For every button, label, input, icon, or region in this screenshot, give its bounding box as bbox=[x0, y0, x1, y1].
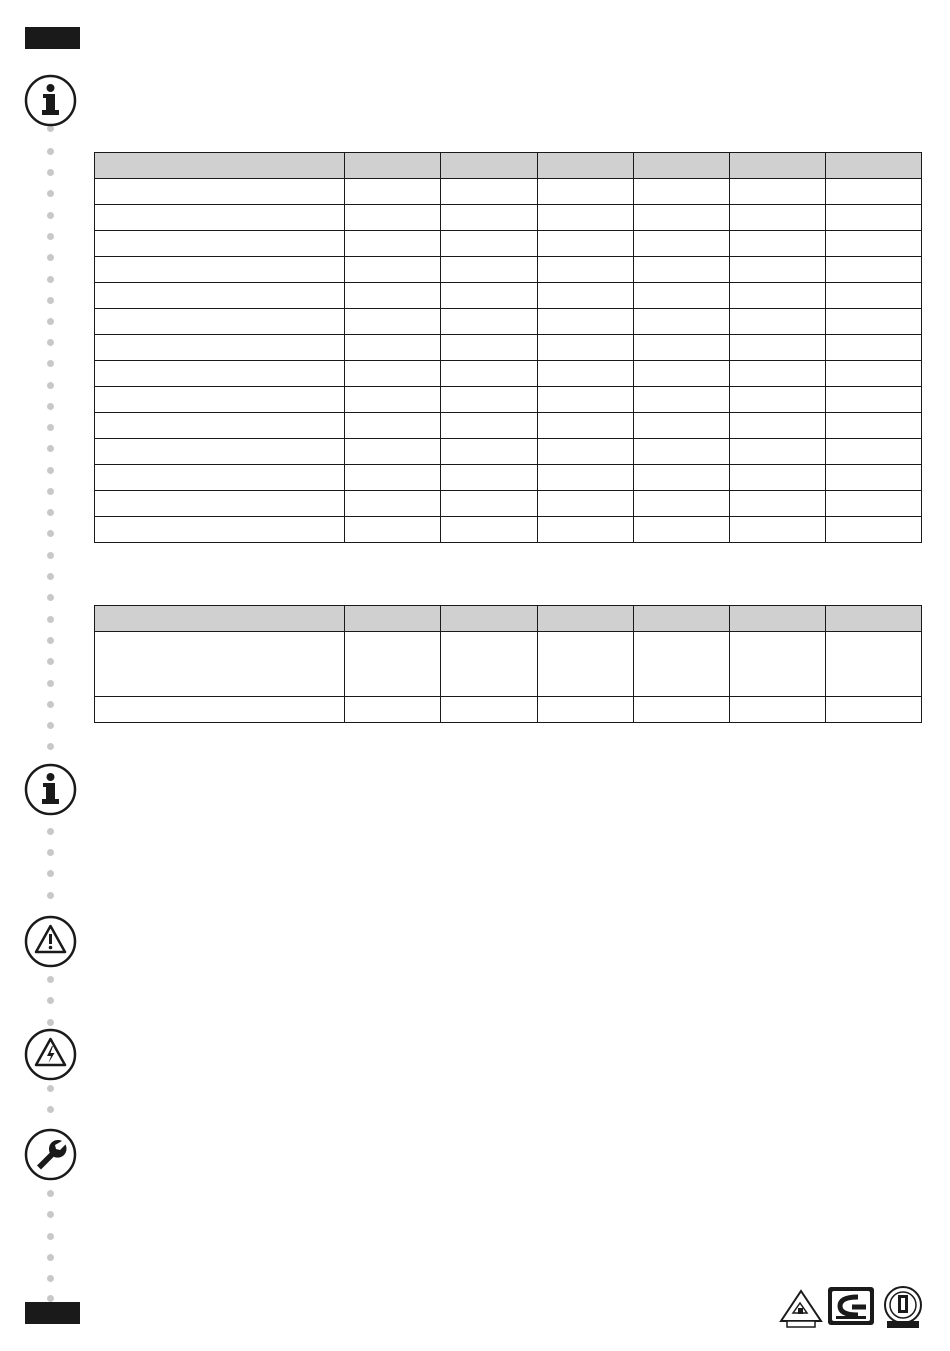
table-cell bbox=[441, 205, 537, 231]
header-cell bbox=[825, 153, 921, 179]
table-cell bbox=[441, 283, 537, 309]
table-cell bbox=[95, 205, 345, 231]
margin-dot bbox=[47, 594, 54, 601]
margin-dot bbox=[47, 658, 54, 665]
table-cell bbox=[345, 205, 441, 231]
margin-dot bbox=[47, 1275, 54, 1282]
margin-dot bbox=[47, 382, 54, 389]
table-cell bbox=[633, 257, 729, 283]
margin-dot bbox=[47, 680, 54, 687]
margin-dot bbox=[47, 424, 54, 431]
header-cell bbox=[729, 153, 825, 179]
table-cell bbox=[95, 491, 345, 517]
table-cell bbox=[441, 491, 537, 517]
margin-dot bbox=[47, 297, 54, 304]
table-cell bbox=[441, 697, 537, 723]
table-cell bbox=[825, 517, 921, 543]
table-cell bbox=[825, 632, 921, 697]
table-cell bbox=[825, 283, 921, 309]
margin-dot bbox=[47, 1190, 54, 1197]
table-row bbox=[95, 283, 922, 309]
table-cell bbox=[633, 413, 729, 439]
table-cell bbox=[825, 491, 921, 517]
header-cell bbox=[633, 153, 729, 179]
header-cell bbox=[537, 606, 633, 632]
table-cell bbox=[345, 632, 441, 697]
table-cell bbox=[633, 179, 729, 205]
table-cell bbox=[345, 413, 441, 439]
table-cell bbox=[825, 413, 921, 439]
table-row bbox=[95, 179, 922, 205]
table-cell bbox=[95, 309, 345, 335]
wrench-icon bbox=[24, 1128, 77, 1181]
table-row bbox=[95, 309, 922, 335]
table-cell bbox=[345, 257, 441, 283]
margin-dot bbox=[47, 190, 54, 197]
table-cell bbox=[633, 517, 729, 543]
table-cell bbox=[633, 632, 729, 697]
table-cell bbox=[537, 491, 633, 517]
table-cell bbox=[537, 205, 633, 231]
table-cell bbox=[633, 387, 729, 413]
table-cell bbox=[537, 361, 633, 387]
margin-dot bbox=[47, 212, 54, 219]
info-icon bbox=[24, 763, 77, 816]
margin-dot bbox=[47, 467, 54, 474]
table-cell bbox=[729, 257, 825, 283]
margin-dot bbox=[47, 1106, 54, 1113]
table-cell bbox=[729, 179, 825, 205]
table-cell bbox=[345, 465, 441, 491]
table-cell bbox=[441, 335, 537, 361]
table-row bbox=[95, 335, 922, 361]
warning-icon bbox=[24, 915, 77, 968]
table-cell bbox=[825, 257, 921, 283]
table-cell bbox=[633, 283, 729, 309]
margin-dot bbox=[47, 1295, 54, 1302]
table-cell bbox=[95, 413, 345, 439]
table-cell bbox=[633, 205, 729, 231]
table-header-row bbox=[95, 153, 922, 179]
table-row bbox=[95, 205, 922, 231]
margin-dot bbox=[47, 318, 54, 325]
table-cell bbox=[441, 309, 537, 335]
table-cell bbox=[345, 517, 441, 543]
header-cell bbox=[441, 606, 537, 632]
table-cell bbox=[633, 491, 729, 517]
table-row bbox=[95, 413, 922, 439]
table-row bbox=[95, 387, 922, 413]
table-cell bbox=[537, 632, 633, 697]
margin-dot bbox=[47, 849, 54, 856]
table-cell bbox=[95, 361, 345, 387]
margin-dot bbox=[47, 1211, 54, 1218]
margin-dot bbox=[47, 1233, 54, 1240]
header-cell bbox=[537, 153, 633, 179]
table-cell bbox=[95, 465, 345, 491]
table-cell bbox=[729, 632, 825, 697]
margin-dot bbox=[47, 233, 54, 240]
table-cell bbox=[729, 517, 825, 543]
table-cell bbox=[345, 335, 441, 361]
triangle-certification-icon bbox=[781, 1291, 821, 1327]
table-cell bbox=[95, 283, 345, 309]
table-cell bbox=[345, 491, 441, 517]
table-cell bbox=[537, 179, 633, 205]
electric-hazard-icon bbox=[24, 1028, 77, 1081]
table-row bbox=[95, 697, 922, 723]
table-cell bbox=[441, 387, 537, 413]
table-row bbox=[95, 465, 922, 491]
table-cell bbox=[345, 361, 441, 387]
table-cell bbox=[537, 413, 633, 439]
table-cell bbox=[825, 205, 921, 231]
approval-seal-icon bbox=[885, 1287, 921, 1328]
table-cell bbox=[825, 387, 921, 413]
table-cell bbox=[95, 231, 345, 257]
table-cell bbox=[729, 283, 825, 309]
table-cell bbox=[537, 335, 633, 361]
table-cell bbox=[441, 517, 537, 543]
table-cell bbox=[441, 632, 537, 697]
table-cell bbox=[825, 179, 921, 205]
table-cell bbox=[441, 179, 537, 205]
header-cell bbox=[825, 606, 921, 632]
margin-dot bbox=[47, 1254, 54, 1261]
margin-dot bbox=[47, 403, 54, 410]
table-cell bbox=[345, 283, 441, 309]
margin-dot bbox=[47, 976, 54, 983]
table-cell bbox=[441, 361, 537, 387]
table-cell bbox=[729, 335, 825, 361]
table-cell bbox=[729, 439, 825, 465]
info-icon bbox=[24, 74, 77, 127]
table-cell bbox=[95, 632, 345, 697]
table-row bbox=[95, 517, 922, 543]
table-row bbox=[95, 361, 922, 387]
table-cell bbox=[537, 439, 633, 465]
table-cell bbox=[345, 309, 441, 335]
table-cell bbox=[729, 361, 825, 387]
table-cell bbox=[729, 205, 825, 231]
margin-dot bbox=[47, 616, 54, 623]
gas-certification-icon bbox=[828, 1287, 874, 1325]
table-cell bbox=[729, 465, 825, 491]
margin-dot bbox=[47, 148, 54, 155]
margin-dot bbox=[47, 722, 54, 729]
table-row bbox=[95, 632, 922, 697]
table-cell bbox=[441, 231, 537, 257]
table-cell bbox=[537, 309, 633, 335]
margin-dot bbox=[47, 276, 54, 283]
margin-dot bbox=[47, 530, 54, 537]
table-cell bbox=[825, 309, 921, 335]
table-cell bbox=[825, 335, 921, 361]
table-cell bbox=[441, 439, 537, 465]
table-cell bbox=[537, 697, 633, 723]
table-cell bbox=[633, 465, 729, 491]
header-cell bbox=[729, 606, 825, 632]
header-cell bbox=[345, 606, 441, 632]
table-cell bbox=[441, 257, 537, 283]
table-row bbox=[95, 491, 922, 517]
margin-dot bbox=[47, 743, 54, 750]
table-cell bbox=[729, 491, 825, 517]
table-cell bbox=[633, 335, 729, 361]
table-cell bbox=[441, 465, 537, 491]
table-cell bbox=[537, 283, 633, 309]
table-cell bbox=[345, 387, 441, 413]
margin-dot bbox=[47, 573, 54, 580]
table-cell bbox=[537, 465, 633, 491]
table-cell bbox=[729, 309, 825, 335]
margin-dot bbox=[47, 509, 54, 516]
table-cell bbox=[633, 697, 729, 723]
margin-dot bbox=[47, 445, 54, 452]
margin-dot bbox=[47, 892, 54, 899]
table-cell bbox=[633, 439, 729, 465]
table-cell bbox=[95, 335, 345, 361]
table-cell bbox=[345, 697, 441, 723]
margin-dot bbox=[47, 360, 54, 367]
table-header-row bbox=[95, 606, 922, 632]
header-cell bbox=[95, 153, 345, 179]
header-cell bbox=[441, 153, 537, 179]
table-cell bbox=[729, 413, 825, 439]
table-cell bbox=[825, 361, 921, 387]
table-cell bbox=[95, 439, 345, 465]
table-cell bbox=[345, 231, 441, 257]
table-cell bbox=[633, 231, 729, 257]
table-cell bbox=[95, 517, 345, 543]
header-cell bbox=[345, 153, 441, 179]
margin-dot bbox=[47, 997, 54, 1004]
table-cell bbox=[537, 517, 633, 543]
header-cell bbox=[633, 606, 729, 632]
table-cell bbox=[537, 231, 633, 257]
table-cell bbox=[537, 387, 633, 413]
margin-dot bbox=[47, 169, 54, 176]
table-cell bbox=[729, 387, 825, 413]
margin-dot bbox=[47, 637, 54, 644]
table-cell bbox=[95, 697, 345, 723]
margin-dot bbox=[47, 701, 54, 708]
table-cell bbox=[537, 257, 633, 283]
table-row bbox=[95, 231, 922, 257]
table-cell bbox=[95, 257, 345, 283]
header-cell bbox=[95, 606, 345, 632]
page-tab-bottom bbox=[25, 1302, 80, 1324]
margin-dot bbox=[47, 1019, 54, 1026]
table-cell bbox=[825, 697, 921, 723]
table-cell bbox=[825, 231, 921, 257]
table-cell bbox=[95, 387, 345, 413]
margin-dot bbox=[47, 1085, 54, 1092]
table-row bbox=[95, 257, 922, 283]
table-cell bbox=[729, 231, 825, 257]
page-tab-top bbox=[25, 27, 80, 49]
spec-table-2 bbox=[94, 605, 922, 723]
table-cell bbox=[633, 361, 729, 387]
table-cell bbox=[633, 309, 729, 335]
table-cell bbox=[95, 179, 345, 205]
margin-dot bbox=[47, 339, 54, 346]
table-cell bbox=[441, 413, 537, 439]
certification-logos bbox=[778, 1283, 926, 1329]
margin-dot bbox=[47, 870, 54, 877]
table-cell bbox=[345, 179, 441, 205]
margin-dot bbox=[47, 254, 54, 261]
table-cell bbox=[825, 439, 921, 465]
margin-dot bbox=[47, 828, 54, 835]
table-cell bbox=[345, 439, 441, 465]
spec-table-1 bbox=[94, 152, 922, 543]
table-row bbox=[95, 439, 922, 465]
margin-dot bbox=[47, 552, 54, 559]
table-cell bbox=[729, 697, 825, 723]
table-cell bbox=[825, 465, 921, 491]
margin-dot bbox=[47, 488, 54, 495]
